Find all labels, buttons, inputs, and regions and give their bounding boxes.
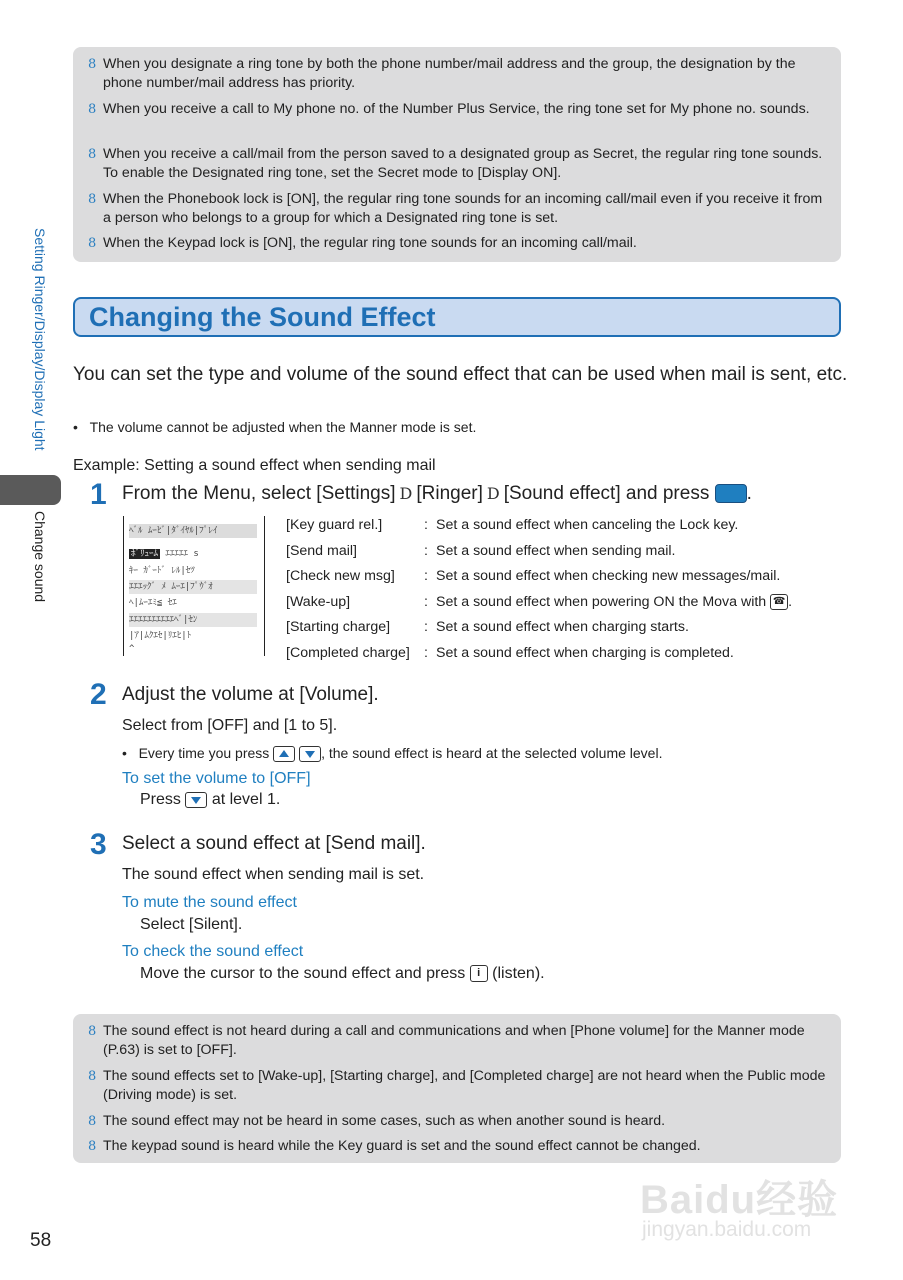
screen-row: ｴｴｴｯｸﾞ ﾒ ﾑｰｴ|ﾌﾟｳﾞｵ [129,580,257,594]
note-item: 8 When the Keypad lock is [ON], the regular ring tone sounds for an incoming call/mail. [88,235,637,251]
intro-bullet: • The volume cannot be adjusted when the Manner mode is set. [73,419,477,435]
screen-row: ﾍ|ﾑｰｴﾐ≦ ｾｴ [129,598,177,608]
info-key-icon: i [470,965,488,982]
step-2-number: 2 [90,678,107,711]
screen-row: ｴｴｴｴｴｴｴｴｴｴﾍﾞ|ｾﾝ [129,613,257,627]
note-item: 8 When you receive a call/mail from the person saved to a designated group as Secret, the regular ring tone sounds. To enable the Designated ring tone, set the Secret mode to [Display ON]. [88,146,823,181]
note-bullet-icon: 8 [88,236,97,251]
note-item: 8 The sound effect may not be heard in some cases, such as when another sound is heard. [88,1113,666,1129]
step-2-subhead: To set the volume to [OFF] [122,770,311,787]
note-item: 8 The sound effect is not heard during a call and communications and when [Phone volume] for the Manner mode (P.63) is set to [OFF]. [88,1023,805,1058]
step-3-title: Select a sound effect at [Send mail]. [122,833,426,854]
step-2-title: Adjust the volume at [Volume]. [122,684,379,705]
step-2-subtext: Press at level 1. [140,791,281,808]
note-item: 8 When you receive a call to My phone no. of the Number Plus Service, the ring tone set for My phone no. sounds. [88,101,810,117]
up-key-icon [273,746,295,762]
arrow-icon: D [399,484,413,503]
menu-key-icon [715,484,747,503]
mute-subhead: To mute the sound effect [122,894,297,911]
step-3-result: The sound effect when sending mail is set. [122,866,425,883]
step-1-text: From the Menu, select [Settings] D [Ringer] D [Sound effect] and press . [122,483,752,504]
arrow-icon: D [486,484,500,503]
step-1-number: 1 [90,478,107,511]
watermark-logo: Baidu经验 [640,1178,839,1222]
mute-text: Select [Silent]. [140,916,243,933]
note-bullet-icon: 8 [88,57,97,72]
screen-row: ﾍﾞﾙ ﾑｰﾋﾞ|ﾀﾞｲﾔﾙ|ﾌﾟﾚｲ [129,524,257,538]
check-text: Move the cursor to the sound effect and press i (listen). [140,965,545,982]
note-item: 8 The sound effects set to [Wake-up], [Starting charge], and [Completed charge] are not heard when the Public mode (Driving mode) is set. [88,1068,826,1103]
screen-row: ｷｰ ｶﾞｰﾄﾞ ﾚﾙ|ｾﾂ [129,566,195,576]
side-tab-upper-text: Setting Ringer/Display/Display Light [32,228,48,451]
note-bullet-icon: 8 [88,192,97,207]
screen-row: |ｱ|ﾑｸｴｾ|ﾘｴﾋ|ﾄ [129,631,192,641]
section-title-box [73,297,841,337]
down-key-icon [185,792,207,808]
note-item: 8 The keypad sound is heard while the Key guard is set and the sound effect cannot be changed. [88,1138,701,1154]
note-item: 8 When the Phonebook lock is [ON], the regular ring tone sounds for an incoming call/mail even if you receive it from a person who belongs to a group for which a Designated ring tone is set. [88,191,823,226]
down-key-icon [299,746,321,762]
end-call-key-icon: ☎ [770,594,788,610]
note-bullet-icon: 8 [88,1139,97,1154]
note-bullet-icon: 8 [88,102,97,117]
step-3-number: 3 [90,828,107,861]
phone-screen-image [123,516,265,656]
side-tab-lower-text: Change sound [32,511,48,603]
screen-row-highlighted: ﾎﾞﾘｭｰﾑ ｴｴｴｴｴ s [131,549,199,559]
watermark-url: jingyan.baidu.com [642,1218,812,1241]
note-bullet-icon: 8 [88,1114,97,1129]
baidu-watermark [640,1140,850,1250]
section-title: Changing the Sound Effect [89,302,436,332]
note-item: 8 When you designate a ring tone by both the phone number/mail address and the group, the designation by the phone number/mail address has priority. [88,56,796,91]
step-2-select: Select from [OFF] and [1 to 5]. [122,717,338,734]
note-bullet-icon: 8 [88,1024,97,1039]
check-subhead: To check the sound effect [122,943,304,960]
intro-text: You can set the type and volume of the sound effect that can be used when mail is sent, etc. [73,364,848,385]
example-label: Example: Setting a sound effect when sending mail [73,457,436,474]
step-2-bullet: • Every time you press , the sound effect is heard at the selected volume level. [122,745,663,761]
note-bullet-icon: 8 [88,147,97,162]
side-tab-marker [0,475,61,505]
top-notes-box [73,47,841,262]
note-bullet-icon: 8 [88,1069,97,1084]
screen-row: ^ [129,644,135,654]
page-number: 58 [30,1230,52,1251]
